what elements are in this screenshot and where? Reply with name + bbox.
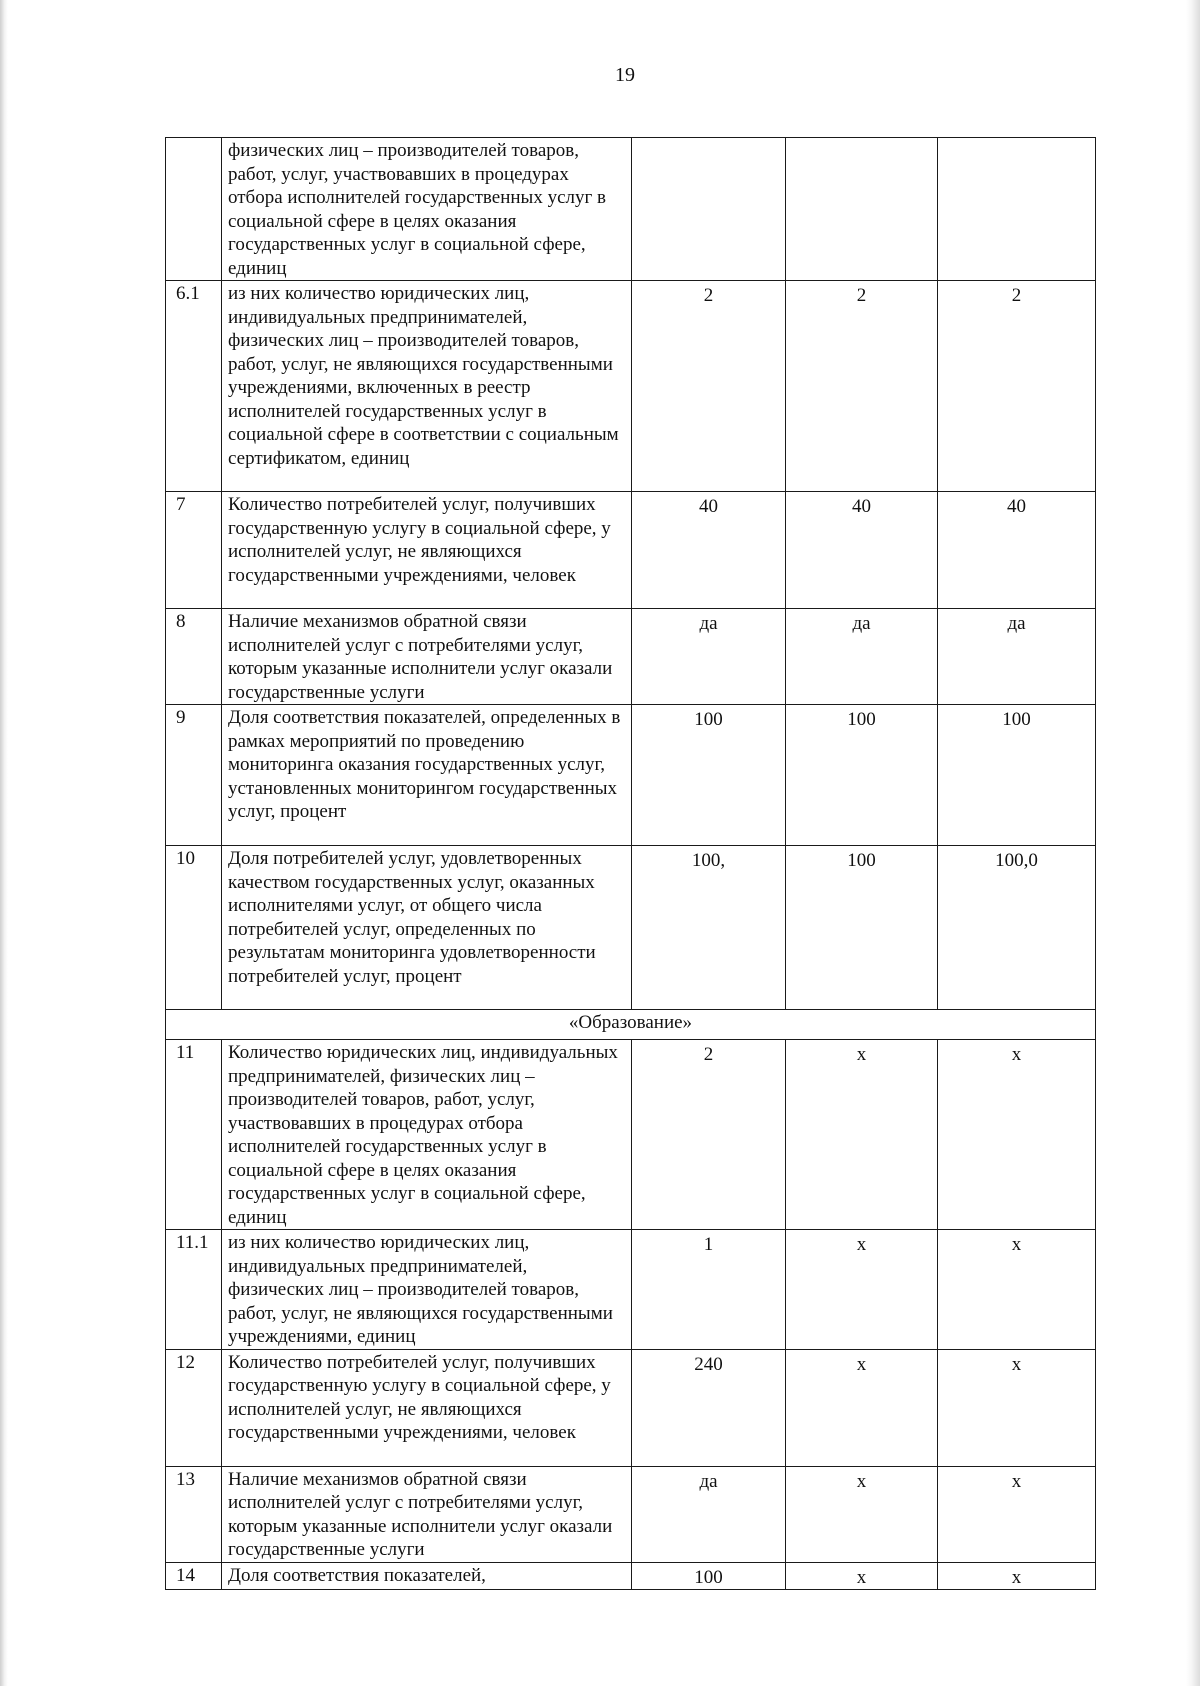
table-row [166,1230,1096,1350]
table-row [166,492,1096,609]
indicator-text-cell: Количество потребителей услуг, получивших государственную услугу в социальной сфере, у исполнителей услуг, не являющихся государственными учреждениями, человек [222,492,632,609]
value-cell-3: да [938,609,1096,705]
indicator-text-cell: Доля соответствия показателей, [222,1562,632,1590]
row-number-cell: 14 [166,1562,222,1590]
row-number-cell: 10 [166,846,222,1010]
value-cell-2: 100 [786,705,938,846]
value-cell-2: х [786,1040,938,1230]
table-row [166,705,1096,846]
indicators-table [165,137,1096,1590]
row-number-cell: 11 [166,1040,222,1230]
section-row [166,1010,1096,1040]
value-cell-1: 1 [632,1230,786,1350]
scan-edge-right [1186,0,1200,1686]
indicator-text-cell: из них количество юридических лиц, индивидуальных предпринимателей, физических лиц – производителей товаров, работ, услуг, не являющихся государственными учреждениями, включенных в реестр исполнителей государственных услуг в социальной сфере в соответствии с социальным сертификатом, единиц [222,281,632,492]
value-cell-1: 100 [632,1562,786,1590]
indicator-text-cell: Количество юридических лиц, индивидуальных предпринимателей, физических лиц – производителей товаров, работ, услуг, участвовавших в процедурах отбора исполнителей государственных услуг в социальной сфере в целях оказания государственных услуг в социальной сфере, единиц [222,1040,632,1230]
indicator-text-cell: Наличие механизмов обратной связи исполнителей услуг с потребителями услуг, которым указанные исполнители услуг оказали государственные услуги [222,609,632,705]
value-cell-3: х [938,1466,1096,1562]
value-cell-1: 40 [632,492,786,609]
table-row [166,138,1096,281]
row-number-cell: 9 [166,705,222,846]
value-cell-2: х [786,1562,938,1590]
scan-edge-left [0,0,8,1686]
row-number-cell [166,138,222,281]
value-cell-2: х [786,1466,938,1562]
value-cell-1: да [632,1466,786,1562]
value-cell-3: х [938,1349,1096,1466]
table-row [166,1466,1096,1562]
value-cell-2: 40 [786,492,938,609]
value-cell-3: х [938,1230,1096,1350]
row-number-cell: 8 [166,609,222,705]
value-cell-2: 100 [786,846,938,1010]
value-cell-1: 100, [632,846,786,1010]
rows-after-section [166,1040,1096,1590]
value-cell-1 [632,138,786,281]
value-cell-3: 100,0 [938,846,1096,1010]
rows-before-section [166,138,1096,1010]
value-cell-3: 2 [938,281,1096,492]
value-cell-1: 2 [632,1040,786,1230]
value-cell-1: 100 [632,705,786,846]
row-number-cell: 7 [166,492,222,609]
value-cell-2: да [786,609,938,705]
value-cell-2 [786,138,938,281]
value-cell-3: х [938,1562,1096,1590]
value-cell-2: х [786,1230,938,1350]
table-row [166,1040,1096,1230]
row-number-cell: 13 [166,1466,222,1562]
row-number-cell: 12 [166,1349,222,1466]
page-number: 19 [615,64,635,86]
value-cell-1: 240 [632,1349,786,1466]
indicator-text-cell: Наличие механизмов обратной связи исполнителей услуг с потребителями услуг, которым указанные исполнители услуг оказали государственные услуги [222,1466,632,1562]
table-row [166,1349,1096,1466]
value-cell-1: 2 [632,281,786,492]
table-row [166,609,1096,705]
row-number-cell: 6.1 [166,281,222,492]
indicator-text-cell: из них количество юридических лиц, индивидуальных предпринимателей, физических лиц – производителей товаров, работ, услуг, не являющихся государственными учреждениями, единиц [222,1230,632,1350]
indicator-text-cell: физических лиц – производителей товаров, работ, услуг, участвовавших в процедурах отбора исполнителей государственных услуг в социальной сфере в целях оказания государственных услуг в социальной сфере, единиц [222,138,632,281]
value-cell-2: 2 [786,281,938,492]
table-row [166,281,1096,492]
indicators-table-container [165,137,1095,1590]
section-header-body [166,1010,1096,1040]
value-cell-3 [938,138,1096,281]
row-number-cell: 11.1 [166,1230,222,1350]
table-row [166,1562,1096,1590]
indicator-text-cell: Доля соответствия показателей, определенных в рамках мероприятий по проведению мониторинга оказания государственных услуг, установленных мониторингом государственных услуг, процент [222,705,632,846]
section-title: «Образование» [166,1010,1096,1040]
value-cell-1: да [632,609,786,705]
value-cell-3: 100 [938,705,1096,846]
value-cell-3: 40 [938,492,1096,609]
table-row [166,846,1096,1010]
indicator-text-cell: Количество потребителей услуг, получивших государственную услугу в социальной сфере, у исполнителей услуг, не являющихся государственными учреждениями, человек [222,1349,632,1466]
value-cell-2: х [786,1349,938,1466]
indicator-text-cell: Доля потребителей услуг, удовлетворенных качеством государственных услуг, оказанных исполнителями услуг, от общего числа потребителей услуг, определенных по результатам мониторинга удовлетворенности потребителей услуг, процент [222,846,632,1010]
value-cell-3: х [938,1040,1096,1230]
